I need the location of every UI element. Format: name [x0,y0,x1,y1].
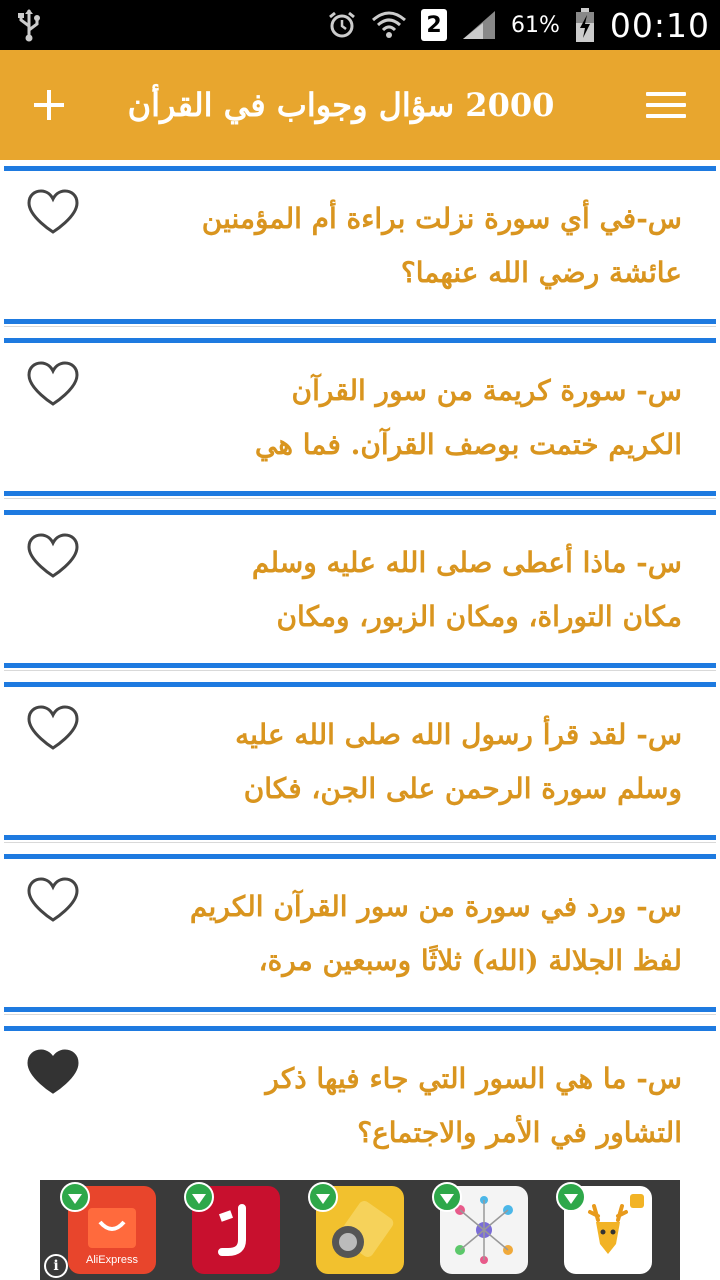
heart-filled-icon[interactable] [26,1048,80,1096]
question-line-1: س- سورة كريمة من سور القرآن [291,374,682,407]
download-icon [556,1182,586,1212]
question-card[interactable] [0,676,720,848]
status-time: 00:10 [609,5,710,45]
heart-outline-icon[interactable] [26,532,80,580]
question-line-2: التشاور في الأمر والاجتماع؟ [357,1116,682,1149]
mindmap-app-icon[interactable] [440,1186,528,1274]
menu-button[interactable] [646,89,686,121]
aliexpress-icon[interactable] [68,1186,156,1274]
download-icon [60,1182,90,1212]
status-right [327,6,710,45]
question-text [142,708,682,816]
question-line-1: س- ما هي السور التي جاء فيها ذكر [265,1062,682,1095]
card-divider-bottom [4,491,716,496]
deer-app-icon[interactable] [564,1186,652,1274]
card-divider-top [4,510,716,515]
download-icon [308,1182,338,1212]
card-divider-bottom [4,663,716,668]
download-icon [184,1182,214,1212]
question-text [142,364,682,472]
heart-outline-icon[interactable] [26,360,80,408]
flashlight-app-icon[interactable] [316,1186,404,1274]
signal-icon [461,9,497,41]
card-separator [4,498,716,499]
heart-outline-icon[interactable] [26,188,80,236]
card-separator [4,670,716,671]
question-line-1: س- ورد في سورة من سور القرآن الكريم [189,890,682,923]
question-line-2: عائشة رضي الله عنهما؟ [400,256,682,289]
question-line-1: س-في أي سورة نزلت براءة أم المؤمنين [201,202,682,235]
heart-outline-icon[interactable] [26,704,80,752]
wifi-icon [371,10,407,40]
sim-slot-badge: 2 [421,9,447,41]
question-card[interactable] [0,160,720,332]
question-text [142,536,682,644]
hamburger-menu-icon [646,92,686,96]
question-text [142,1052,682,1160]
question-line-2: الكريم ختمت بوصف القرآن. فما هي [254,428,682,461]
question-text [142,192,682,300]
hamburger-line [646,103,686,107]
card-divider-top [4,338,716,343]
question-list [0,160,720,1192]
heart-outline-icon[interactable] [26,876,80,924]
card-divider-bottom [4,319,716,324]
card-divider-bottom [4,835,716,840]
question-line-1: س- ماذا أعطى صلى الله عليه وسلم [251,546,682,579]
question-text [142,880,682,988]
page-title: 2000 سؤال وجواب في القرأن [127,86,555,124]
question-card[interactable] [0,1020,720,1192]
ad-banner[interactable] [40,1180,680,1280]
download-icon [432,1182,462,1212]
status-left [16,8,42,42]
question-line-2: مكان التوراة، ومكان الزبور، ومكان [276,600,682,633]
hamburger-line [646,114,686,118]
card-divider-top [4,682,716,687]
battery-percent: 61% [510,12,560,38]
card-separator [4,326,716,327]
card-separator [4,842,716,843]
question-card[interactable] [0,848,720,1020]
card-divider-bottom [4,1007,716,1012]
status-bar [0,0,720,50]
battery-charging-icon [574,7,596,43]
add-button[interactable] [30,85,70,125]
alarm-icon [327,10,357,40]
red-app-icon[interactable] [192,1186,280,1274]
card-separator [4,1014,716,1015]
usb-icon [16,8,42,42]
question-card[interactable] [0,504,720,676]
question-line-2: وسلم سورة الرحمن على الجن، فكان [243,772,682,805]
card-divider-top [4,1026,716,1031]
question-card[interactable] [0,332,720,504]
question-line-2: لفظ الجلالة (الله) ثلاثًا وسبعين مرة، [258,944,682,977]
question-line-1: س- لقد قرأ رسول الله صلى الله عليه [235,718,682,751]
ad-info-icon[interactable]: i [44,1254,68,1278]
ad-app-label: AliExpress [86,1254,138,1266]
card-divider-top [4,854,716,859]
app-bar [0,50,720,160]
card-divider-top [4,166,716,171]
